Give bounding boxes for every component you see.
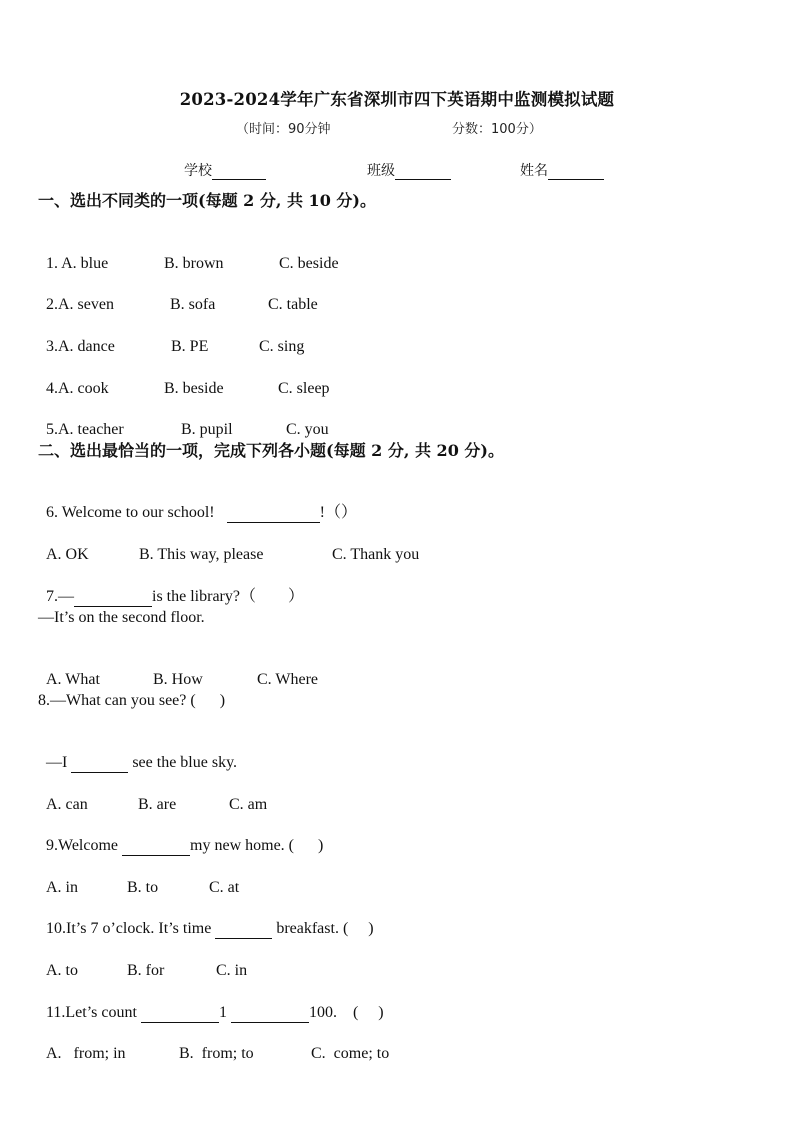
q7-option-c: C. Where (257, 671, 319, 688)
q8-reply-text: —I (46, 754, 68, 771)
q11-blank-1 (141, 1007, 219, 1023)
q11-text-end: 100. ( ) (308, 1004, 384, 1021)
question-9-stem (38, 816, 323, 856)
q9-option-b: B. to (127, 879, 159, 896)
score-info: 分数：100分） (452, 122, 542, 137)
q8-option-c: C. am (229, 796, 268, 813)
class-field (367, 160, 451, 180)
q11-text: 11.Let’s count (46, 1004, 137, 1021)
q6-text: 6. Welcome to our school! (46, 504, 215, 521)
question-7-stem (38, 567, 304, 607)
question-9-options (38, 858, 239, 898)
question-5 (38, 400, 329, 440)
school-blank (212, 165, 266, 180)
name-label: 姓名 (520, 163, 548, 179)
q6-option-a: A. OK (46, 546, 89, 563)
question-6-options (38, 525, 419, 565)
question-6-stem (38, 483, 357, 523)
q10-option-a: A. to (46, 962, 78, 979)
question-7-options (38, 650, 318, 690)
q11-option-c: C. come; to (311, 1045, 390, 1062)
page-title: 2023-2024学年广东省深圳市四下英语期中监测模拟试题 (179, 90, 615, 109)
school-field (184, 160, 266, 180)
q2-option-a: 2.A. seven (46, 296, 114, 313)
q6-text-end: !（） (319, 504, 357, 521)
question-8-stem: 8.—What can you see? ( ) (38, 692, 226, 709)
q9-text: 9.Welcome (46, 837, 119, 854)
section1-heading: 一、选出不同类的一项(每题 2 分, 共 10 分)。 (38, 191, 376, 210)
q11-blank-2 (231, 1007, 309, 1023)
q8-option-a: A. can (46, 796, 88, 813)
q9-blank (122, 840, 190, 856)
q4-option-c: C. sleep (278, 380, 330, 397)
question-8-options (38, 775, 267, 815)
name-field (520, 160, 604, 180)
q7-option-a: A. What (46, 671, 100, 688)
question-2 (38, 275, 318, 315)
q2-option-c: C. table (268, 296, 318, 313)
q10-text: 10.It’s 7 o’clock. It’s time (46, 920, 212, 937)
class-blank (395, 165, 451, 180)
q2-option-b: B. sofa (170, 296, 216, 313)
question-8-reply (38, 733, 237, 773)
q3-option-a: 3.A. dance (46, 338, 115, 355)
q4-option-a: 4.A. cook (46, 380, 109, 397)
question-10-stem (38, 899, 374, 939)
q11-text-mid: 1 (218, 1004, 227, 1021)
school-label: 学校 (184, 163, 212, 179)
question-3 (38, 317, 304, 357)
q7-blank (74, 591, 152, 607)
q8-reply-end: see the blue sky. (132, 754, 238, 771)
q9-option-a: A. in (46, 879, 78, 896)
q3-option-c: C. sing (259, 338, 305, 355)
q3-option-b: B. PE (171, 338, 209, 355)
q5-option-c: C. you (286, 421, 329, 438)
q7-text: 7.— (46, 588, 74, 605)
q10-text-end: breakfast. ( ) (276, 920, 374, 937)
q11-option-a: A. from; in (46, 1045, 126, 1062)
question-10-options (38, 941, 247, 981)
q6-blank (227, 507, 320, 523)
q9-option-c: C. at (209, 879, 240, 896)
question-11-stem (38, 983, 384, 1023)
name-blank (548, 165, 604, 180)
q1-option-b: B. brown (164, 255, 224, 272)
question-4 (38, 359, 330, 399)
q4-option-b: B. beside (164, 380, 224, 397)
q7-option-b: B. How (153, 671, 203, 688)
q6-option-c: C. Thank you (332, 546, 420, 563)
q5-option-b: B. pupil (181, 421, 233, 438)
question-7-reply: —It’s on the second floor. (38, 609, 205, 626)
question-11-options (38, 1024, 389, 1064)
q1-option-c: C. beside (279, 255, 339, 272)
section2-heading: 二、选出最恰当的一项，完成下列各小题(每题 2 分, 共 20 分)。 (38, 441, 504, 460)
q10-option-b: B. for (127, 962, 165, 979)
time-info: （时间：90分钟 (236, 122, 331, 137)
q10-blank (215, 923, 272, 939)
q1-option-a: 1. A. blue (46, 255, 109, 272)
q10-option-c: C. in (216, 962, 248, 979)
q8-option-b: B. are (138, 796, 177, 813)
q6-option-b: B. This way, please (139, 546, 264, 563)
q11-option-b: B. from; to (179, 1045, 254, 1062)
question-1 (38, 234, 339, 274)
q5-option-a: 5.A. teacher (46, 421, 124, 438)
q9-text-end: my new home. ( ) (190, 837, 324, 854)
q7-text-end: is the library?（ ） (152, 588, 304, 605)
q8-blank (71, 757, 128, 773)
class-label: 班级 (367, 163, 395, 179)
